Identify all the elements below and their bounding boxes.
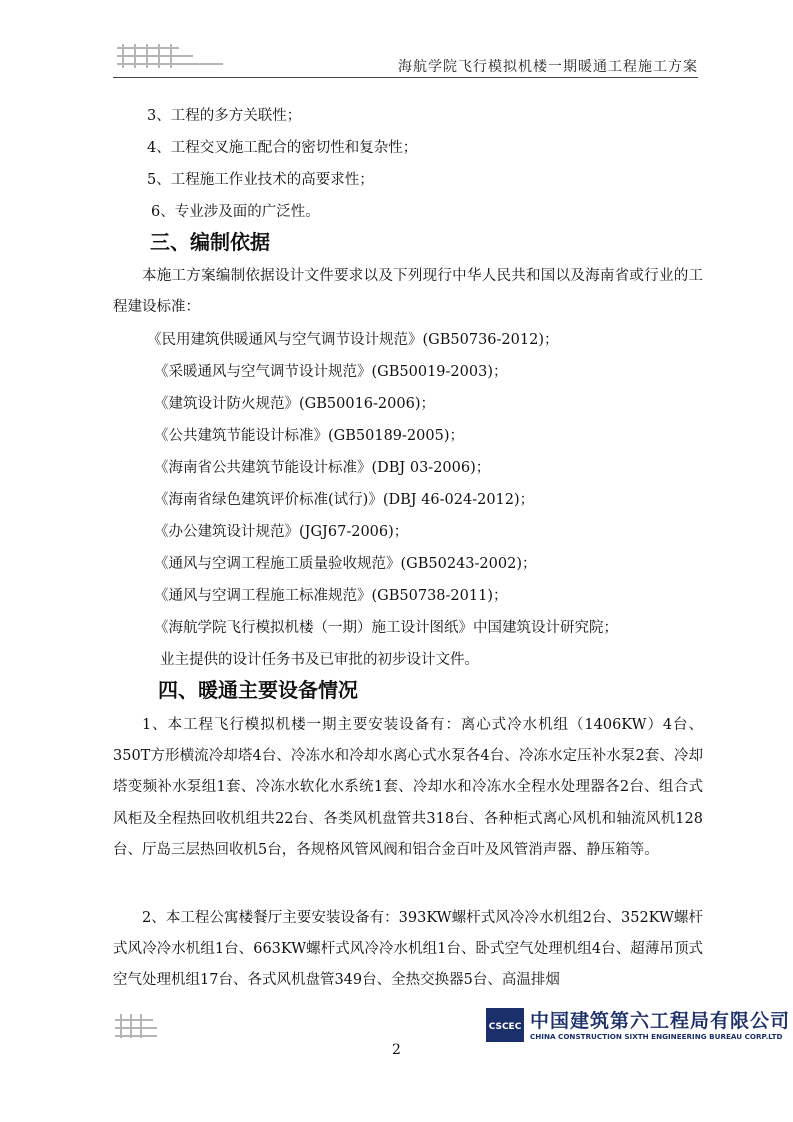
section4-paragraph-2: 2、本工程公寓楼餐厅主要安装设备有：393KW螺杆式风冷冷水机组2台、352KW螺杆式风冷冷水机组1台、663KW螺杆式风冷冷水机组1台、卧式空气处理机组4台、超薄吊顶式空气处理机组17台、各式风机盘管349台、全热交换器5台、高温排烟 xyxy=(113,910,703,989)
standard-item: 业主提供的设计任务书及已审批的初步设计文件。 xyxy=(160,652,479,668)
cscec-logo-text: CSCEC xyxy=(488,1022,522,1032)
standard-item: 《建筑设计防火规范》(GB50016-2006)； xyxy=(154,396,435,412)
company-name-en: CHINA CONSTRUCTION SIXTH ENGINEERING BUREAU CORP.LTD xyxy=(530,1032,783,1041)
header-logo-icon xyxy=(113,40,223,72)
section-heading-4: 四、暖通主要设备情况 xyxy=(158,678,358,702)
standard-item: 《通风与空调工程施工质量验收规范》(GB50243-2002)； xyxy=(154,556,537,572)
standard-item: 《海航学院飞行模拟机楼（一期）施工设计图纸》中国建筑设计研究院； xyxy=(154,620,618,636)
standard-item: 《通风与空调工程施工标准规范》(GB50738-2011)； xyxy=(154,588,508,604)
footer-left-logo-icon xyxy=(113,1010,158,1042)
standard-item: 《海南省公共建筑节能设计标准》(DBJ 03-2006)； xyxy=(154,460,491,476)
section4-paragraph-1: 1、本工程飞行模拟机楼一期主要安装设备有：离心式冷水机组（1406KW）4台、350T方形横流冷却塔4台、冷冻水和冷却水离心式水泵各4台、冷冻水定压补水泵2套、冷却塔变频补水泵组1套、冷冻水软化水系统1套、冷却水和冷冻水全程水处理器各2台、组合式风柜及全程热回收机组共22台、各类风机盘管共318台、各种柜式离心风机和轴流风机128台、厅岛三层热回收机5台，各规格风管风阀和铝合金百叶及风管消声器、静压箱等。 xyxy=(113,717,703,858)
standard-item: 《办公建筑设计规范》(JGJ67-2006)； xyxy=(154,524,409,540)
list-item: 5、工程施工作业技术的高要求性； xyxy=(147,172,374,188)
company-name-cn: 中国建筑第六工程局有限公司 xyxy=(530,1010,791,1032)
list-item: 3、工程的多方关联性； xyxy=(147,108,302,124)
standard-item: 《公共建筑节能设计标准》(GB50189-2005)； xyxy=(154,428,464,444)
list-item: 6、专业涉及面的广泛性。 xyxy=(151,204,320,220)
standard-item: 《民用建筑供暖通风与空气调节设计规范》(GB50736-2012)； xyxy=(147,332,559,348)
header-title: 海航学院飞行模拟机楼一期暖通工程施工方案 xyxy=(398,59,698,75)
header-divider xyxy=(113,77,698,78)
standard-item: 《海南省绿色建筑评价标准(试行)》(DBJ 46-024-2012)； xyxy=(154,492,535,508)
section-heading-3: 三、编制依据 xyxy=(150,230,270,254)
list-item: 4、工程交叉施工配合的密切性和复杂性； xyxy=(147,140,418,156)
cscec-logo-icon xyxy=(486,1008,524,1042)
section3-intro: 本施工方案编制依据设计文件要求以及下列现行中华人民共和国以及海南省或行业的工程建设标准： xyxy=(113,268,703,316)
page-number: 2 xyxy=(392,1042,401,1058)
standard-item: 《采暖通风与空气调节设计规范》(GB50019-2003)； xyxy=(154,364,508,380)
